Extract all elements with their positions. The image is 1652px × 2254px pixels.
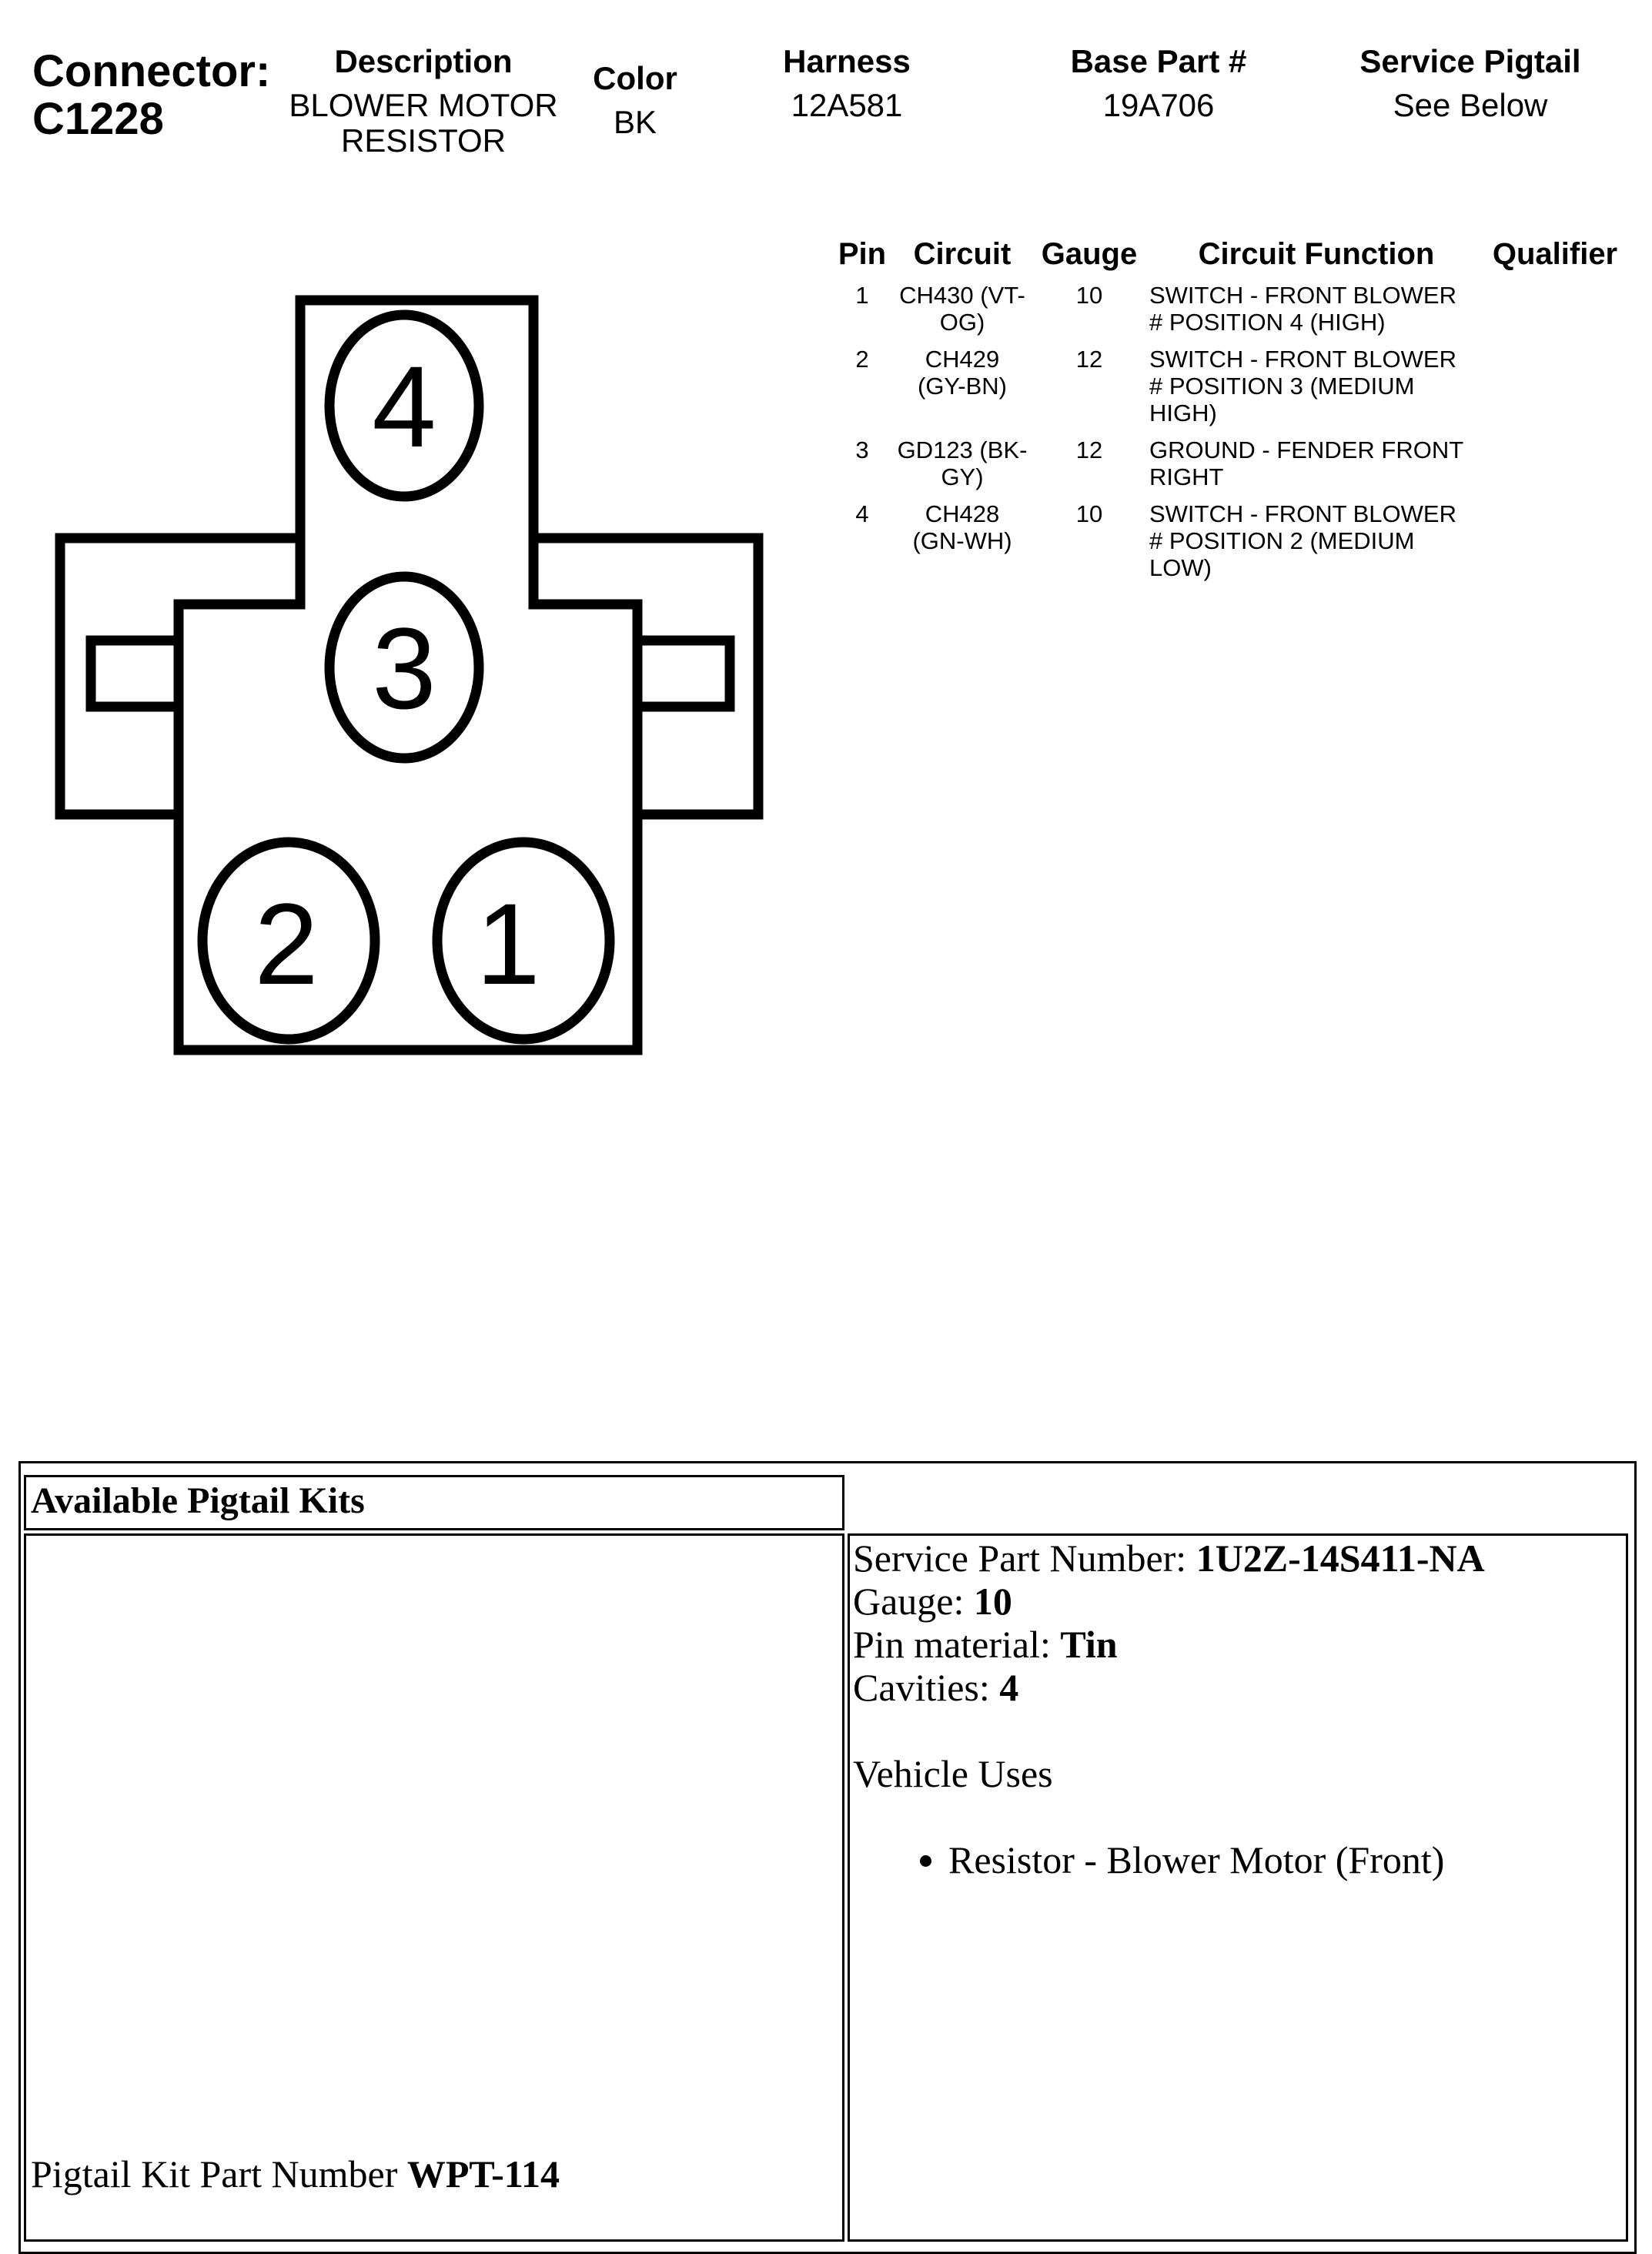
description-value-line2: RESISTOR [341,122,506,159]
qualifier-column-header: Qualifier [1492,237,1618,271]
gauge-column-header: Gauge [1041,237,1138,271]
circuit-cell: CH430 (VT- OG) [899,282,1025,336]
gauge-cell: 10 [1075,500,1103,527]
pin-cell: 4 [855,500,869,527]
pin-number: 4 [372,342,436,471]
pigtail-kit-part-number: Pigtail Kit Part Number WPT-114 [31,2152,560,2195]
harness-value: 12A581 [791,87,903,123]
description-label: Description [334,43,513,79]
function-cell: SWITCH - FRONT BLOWER # POSITION 2 (MEDIUM LOW) [1149,500,1456,581]
vehicle-uses-list [853,1838,1615,1881]
color-label: Color [593,60,677,96]
list-item: • Resistor - Blower Motor (Front) [948,1838,1615,1881]
color-value: BK [613,104,657,140]
pin-cell: 1 [855,282,869,309]
right-latch-tab [637,640,730,707]
service-pigtail-label: Service Pigtail [1359,43,1581,79]
pin-cell: 3 [855,436,869,463]
left-latch-tab [91,640,179,707]
pin-number: 2 [254,879,319,1008]
pin-number: 1 [476,879,540,1008]
circuit-cell: CH428 (GN-WH) [912,500,1012,554]
pin-number: 3 [372,604,436,733]
connector-label: Connector: [32,46,271,96]
pigtail-image-cell [24,1533,844,2242]
pin-cell: 2 [855,346,869,373]
function-cell: SWITCH - FRONT BLOWER # POSITION 4 (HIGH) [1149,282,1456,336]
circuit-column-header: Circuit [913,237,1012,271]
base-part-label: Base Part # [1070,43,1247,79]
circuit-cell: GD123 (BK- GY) [897,436,1028,490]
service-pigtail-value: See Below [1393,87,1548,123]
circuit-cell: CH429 (GY-BN) [918,346,1007,400]
description-value-line1: BLOWER MOTOR [289,87,558,123]
gauge-cell: 12 [1075,346,1103,373]
gauge-cell: 12 [1075,436,1103,463]
pigtail-title: Available Pigtail Kits [31,1480,365,1521]
connector-inner-step [533,538,637,814]
gauge-info: Gauge: 10 [853,1580,1012,1623]
harness-label: Harness [783,43,911,79]
connector-inner-step [179,538,300,814]
base-part-value: 19A706 [1102,87,1215,123]
function-column-header: Circuit Function [1198,237,1435,271]
service-part-number: Service Part Number: 1U2Z-14S411-NA [853,1537,1485,1580]
gauge-cell: 10 [1075,282,1103,309]
connector-id: C1228 [32,94,164,144]
cavities-info: Cavities: 4 [853,1666,1019,1709]
pin-column-header: Pin [838,237,887,271]
function-cell: GROUND - FENDER FRONT RIGHT [1149,436,1464,490]
pigtail-details [853,1537,1615,1881]
function-cell: SWITCH - FRONT BLOWER # POSITION 3 (MEDIUM HIGH) [1149,346,1456,426]
pin-material-info: Pin material: Tin [853,1623,1118,1666]
connector-face-diagram [0,0,770,1078]
vehicle-uses-heading: Vehicle Uses [853,1752,1053,1795]
